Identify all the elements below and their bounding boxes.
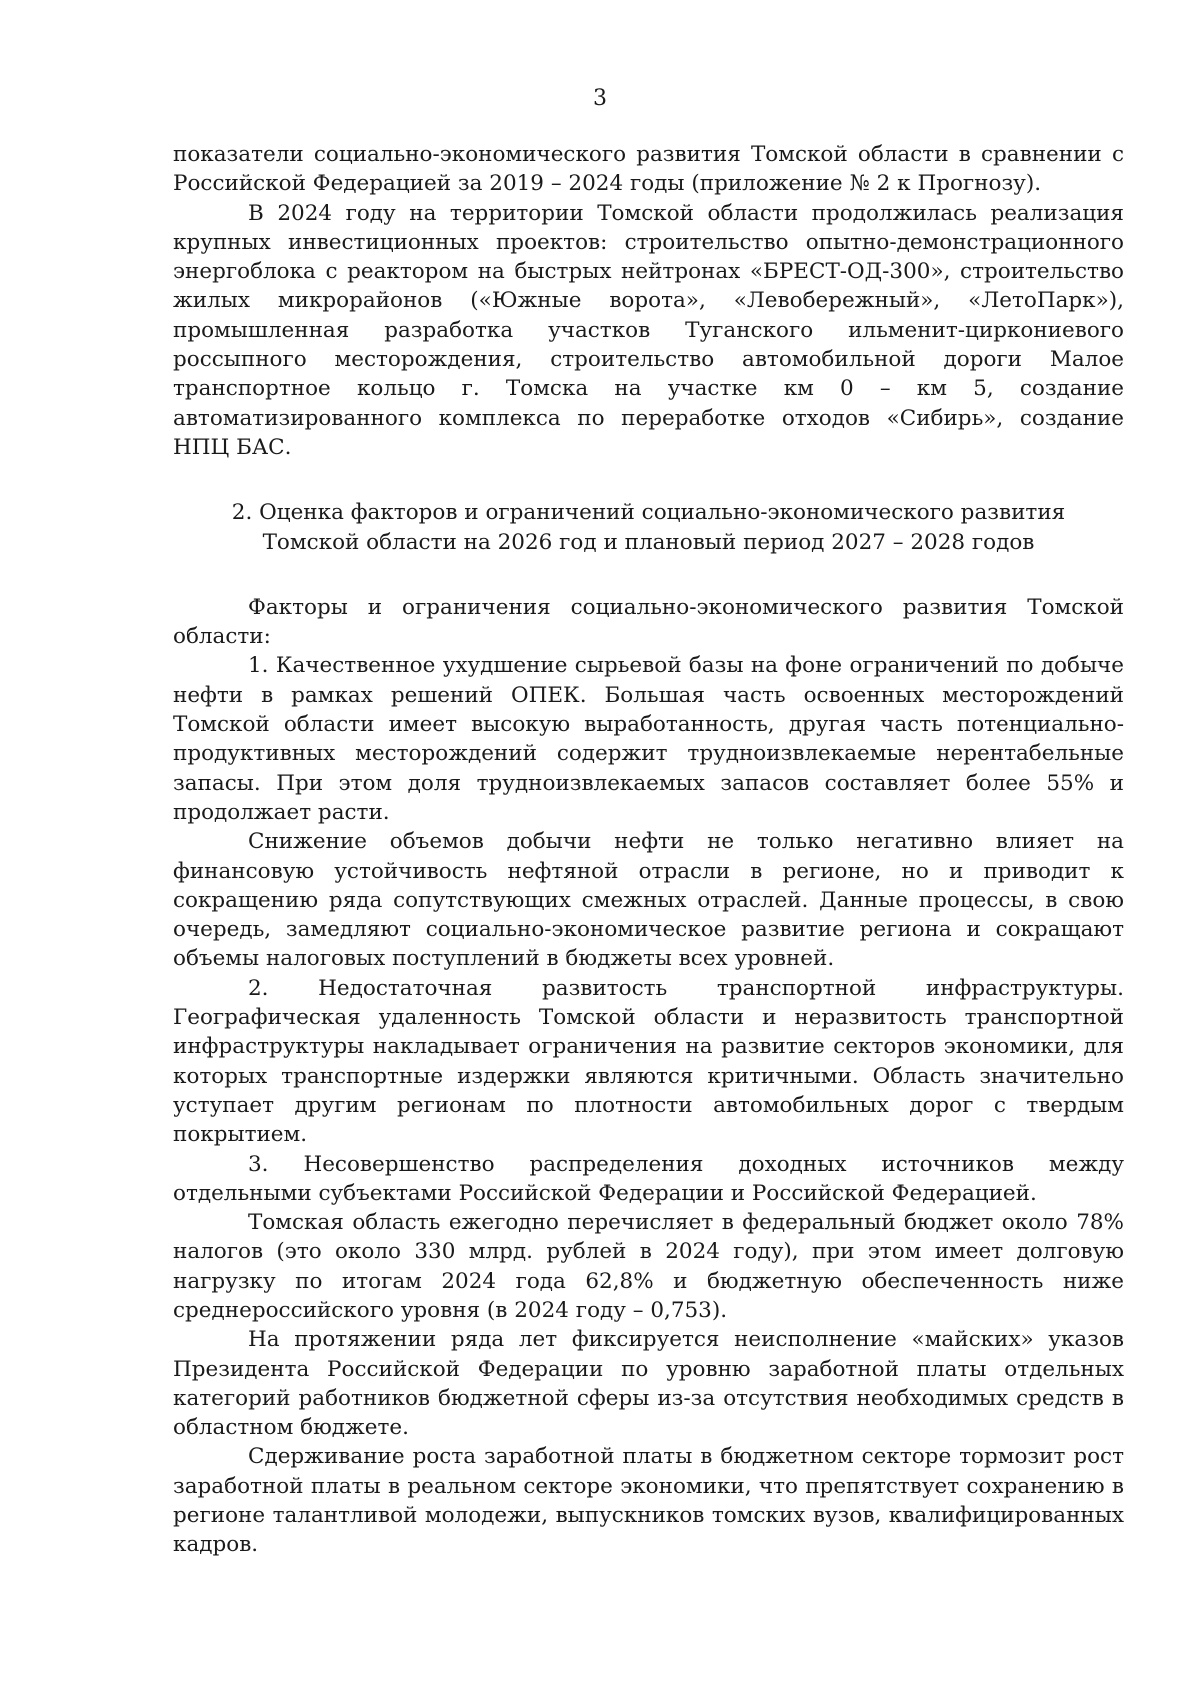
paragraph-factor-3: 3. Несовершенство распределения доходных источников между отдельными субъектами Российской Федерации и Российской Федерацией. xyxy=(173,1151,1124,1206)
paragraph-factor-1: 1. Качественное ухудшение сырьевой базы на фоне ограничений по добыче нефти в рамках решений ОПЕК. Большая часть освоенных месторождений Томской области имеет высокую выработанность, другая часть потенциально-продуктивных месторождений содержит трудноизвлекаемые нерентабельные запасы. При этом доля трудноизвлекаемых запасов составляет более 55% и продолжает расти. xyxy=(173,653,1124,825)
page-number: 3 xyxy=(593,86,607,111)
section-heading-line-1: 2. Оценка факторов и ограничений социально-экономического развития xyxy=(231,500,1066,526)
section-heading xyxy=(173,498,1124,557)
section-heading-line-2: Томской области на 2026 год и плановый период 2027 – 2028 годов xyxy=(262,529,1035,555)
paragraph-salary-growth: Сдерживание роста заработной платы в бюджетном секторе тормозит рост заработной платы в реальном секторе экономики, что препятствует сохранению в регионе талантливой молодежи, выпускников томских вузов, квалифицированных кадров. xyxy=(173,1444,1124,1558)
paragraph-federal-taxes: Томская область ежегодно перечисляет в федеральный бюджет около 78% налогов (это около 330 млрд. рублей в 2024 году), при этом имеет долговую нагрузку по итогам 2024 года 62,8% и бюджетную обеспеченность ниже среднероссийского уровня (в 2024 году – 0,753). xyxy=(173,1210,1124,1323)
paragraph-factors-intro: Факторы и ограничения социально-экономического развития Томской области: xyxy=(173,594,1124,650)
paragraph-investment-projects: В 2024 году на территории Томской области продолжилась реализация крупных инвестиционных проектов: строительство опытно-демонстрационного энергоблока с реактором на быстрых нейтронах «БРЕСТ-ОД-300», строительство жилых микрорайонов («Южные ворота», «Левобережный», «ЛетоПарк»), промышленная разработка участков Туганского ильменит-циркониевого россыпного месторождения, строительство автомобильной дороги Малое транспортное кольцо г. Томска на участке км 0 – км 5, создание автоматизированного комплекса по переработке отходов «Сибирь», создание НПЦ БАС. xyxy=(173,200,1124,460)
paragraph-continued: показатели социально-экономического развития Томской области в сравнении с Российской Федерацией за 2019 – 2024 годы (приложение № 2 к Прогнозу). xyxy=(173,142,1124,197)
paragraph-oil-decline: Снижение объемов добычи нефти не только негативно влияет на финансовую устойчивость нефтяной отрасли в регионе, но и приводит к сокращению ряда сопутствующих смежных отраслей. Данные процессы, в свою очередь, замедляют социально-экономическое развитие региона и сокращают объемы налоговых поступлений в бюджеты всех уровней. xyxy=(173,829,1124,972)
paragraph-may-decrees: На протяжении ряда лет фиксируется неисполнение «майских» указов Президента Российской Федерации по уровню заработной платы отдельных категорий работников бюджетной сферы из-за отсутствия необходимых средств в областном бюджете. xyxy=(173,1327,1124,1441)
paragraph-factor-2: 2. Недостаточная развитость транспортной инфраструктуры. Географическая удаленность Томской области и неразвитость транспортной инфраструктуры накладывает ограничения на развитие секторов экономики, для которых транспортные издержки являются критичными. Область значительно уступает другим регионам по плотности автомобильных дорог с твердым покрытием. xyxy=(173,975,1124,1148)
document-body xyxy=(173,140,1124,1560)
